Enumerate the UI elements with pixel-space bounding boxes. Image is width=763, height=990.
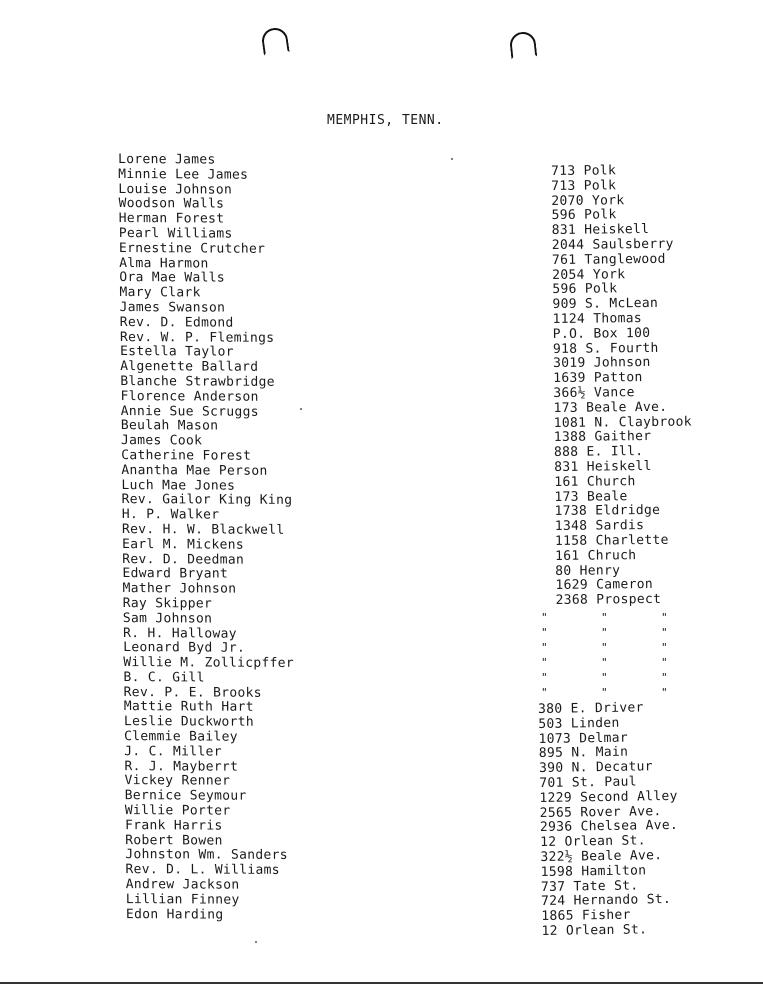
address-entry: 1158 Charlette bbox=[554, 532, 669, 549]
name-entry: Andrew Jackson bbox=[125, 877, 240, 893]
ditto-mark: " bbox=[661, 641, 668, 654]
speck bbox=[451, 158, 453, 160]
name-entry: Clemmie Bailey bbox=[124, 729, 238, 745]
ditto-row bbox=[541, 670, 721, 685]
name-entry: Rev. W. P. Flemings bbox=[119, 329, 275, 346]
ditto-row bbox=[541, 640, 721, 655]
ditto-mark: " bbox=[661, 626, 668, 639]
address-entry: 380 E. Driver bbox=[537, 700, 644, 717]
name-entry: R. J. Mayberrt bbox=[124, 758, 239, 775]
ditto-mark: " bbox=[661, 686, 668, 699]
address-entry: 161 Church bbox=[554, 473, 636, 490]
address-entry: 831 Heiskell bbox=[551, 222, 650, 239]
address-entry: 713 Polk bbox=[551, 178, 617, 194]
name-entry: Ora Mae Walls bbox=[119, 270, 226, 286]
name-entry: Leonard Byd Jr. bbox=[123, 640, 246, 656]
ditto-mark: " bbox=[601, 656, 608, 669]
address-entry: 1388 Gaither bbox=[553, 429, 652, 446]
name-entry: Estella Taylor bbox=[120, 344, 234, 360]
ditto-mark: " bbox=[541, 626, 548, 639]
ditto-mark: " bbox=[541, 641, 548, 654]
address-entry: 1348 Sardis bbox=[554, 518, 645, 535]
names-column bbox=[118, 153, 297, 923]
name-entry: Blanche Strawbridge bbox=[120, 373, 275, 390]
name-entry: Vickey Renner bbox=[124, 773, 231, 790]
ditto-mark: " bbox=[601, 641, 608, 654]
address-entry: 1598 Hamilton bbox=[540, 863, 647, 880]
speck bbox=[300, 408, 302, 410]
speck bbox=[255, 941, 257, 943]
address-entry: 909 S. McLean bbox=[552, 296, 659, 313]
name-entry: Johnston Wm. Sanders bbox=[125, 847, 288, 864]
name-entry: Rev. Gailor King King bbox=[121, 492, 293, 509]
ditto-mark: " bbox=[661, 611, 668, 624]
name-entry: Ernestine Crutcher bbox=[118, 240, 266, 257]
address-entry: 1124 Thomas bbox=[552, 311, 643, 327]
name-entry: Edon Harding bbox=[125, 906, 224, 923]
name-entry: Lorene James bbox=[117, 151, 216, 168]
ditto-mark: " bbox=[661, 656, 668, 669]
ditto-mark: " bbox=[601, 626, 608, 639]
address-entry: 2054 York bbox=[552, 266, 626, 283]
addresses-column-top bbox=[551, 164, 694, 609]
ditto-mark: " bbox=[601, 671, 608, 684]
name-entry: Minnie Lee James bbox=[118, 166, 249, 183]
address-entry: 173 Beale Ave. bbox=[553, 399, 668, 416]
name-entry: Catherine Forest bbox=[121, 447, 252, 464]
name-entry: Luch Mae Jones bbox=[121, 477, 236, 494]
address-entry: 918 S. Fourth bbox=[552, 340, 659, 357]
ditto-mark: " bbox=[541, 656, 548, 669]
name-entry: Louise Johnson bbox=[118, 181, 233, 198]
name-entry: Ray Skipper bbox=[122, 595, 213, 612]
ditto-marks bbox=[541, 610, 721, 700]
address-entry: 761 Tanglewood bbox=[551, 251, 666, 268]
address-entry: 3019 Johnson bbox=[553, 355, 651, 372]
address-entry: 1081 N. Claybrook bbox=[553, 414, 692, 431]
address-entry: 1073 Delmar bbox=[538, 730, 629, 747]
address-entry: P.O. Box 100 bbox=[552, 325, 651, 342]
address-entry: 724 Hernando St. bbox=[541, 892, 672, 910]
address-entry: 503 Linden bbox=[538, 715, 620, 732]
name-entry: Algenette Ballard bbox=[120, 359, 259, 375]
address-entry: 390 N. Decatur bbox=[538, 759, 653, 777]
name-entry: Herman Forest bbox=[118, 211, 225, 227]
name-entry: Sam Johnson bbox=[122, 610, 213, 627]
address-entry: 596 Polk bbox=[552, 281, 618, 298]
name-entry: Alma Harmon bbox=[119, 255, 209, 272]
name-entry: Robert Bowen bbox=[125, 832, 223, 849]
ditto-row bbox=[541, 655, 721, 670]
address-entry: 366½ Vance bbox=[553, 385, 635, 401]
name-entry: Lillian Finney bbox=[125, 891, 240, 908]
page-title: MEMPHIS, TENN. bbox=[327, 113, 444, 128]
address-entry: 2368 Prospect bbox=[555, 591, 662, 609]
address-entry: 12 Orlean St. bbox=[541, 922, 648, 939]
ditto-mark: " bbox=[661, 671, 668, 684]
address-entry: 322½ Beale Ave. bbox=[540, 848, 663, 865]
address-entry: 701 St. Paul bbox=[539, 774, 637, 791]
name-entry: Edward Bryant bbox=[122, 566, 229, 582]
name-entry: Mattie Ruth Hart bbox=[123, 699, 254, 716]
name-entry: Leslie Duckworth bbox=[123, 714, 255, 731]
page-edge-line bbox=[0, 982, 763, 984]
name-entry: R. H. Halloway bbox=[122, 625, 237, 642]
address-entry: 1865 Fisher bbox=[541, 907, 631, 925]
ditto-row bbox=[541, 625, 721, 640]
ditto-row bbox=[541, 685, 721, 700]
name-entry: Woodson Walls bbox=[118, 196, 225, 212]
ditto-mark: " bbox=[601, 611, 608, 624]
address-entry: 713 Polk bbox=[550, 163, 617, 179]
name-entry: Bernice Seymour bbox=[124, 788, 247, 804]
address-entry: 1229 Second Alley bbox=[539, 788, 678, 806]
name-entry: James Swanson bbox=[119, 299, 226, 316]
name-entry: J. C. Miller bbox=[124, 743, 222, 760]
ditto-mark: " bbox=[541, 611, 548, 624]
name-entry: Willie M. Zollicpffer bbox=[123, 655, 295, 672]
ditto-mark: " bbox=[541, 686, 548, 699]
name-entry: Annie Sue Scruggs bbox=[120, 403, 259, 420]
address-entry: 12 Orlean St. bbox=[540, 833, 646, 851]
name-entry: James Cook bbox=[120, 433, 203, 449]
name-entry: Mather Johnson bbox=[122, 581, 237, 597]
name-entry: Anantha Mae Person bbox=[121, 462, 268, 479]
name-entry: Rev. D. Deedman bbox=[122, 551, 245, 568]
name-entry: Mary Clark bbox=[119, 285, 201, 301]
ditto-mark: " bbox=[601, 686, 608, 699]
name-entry: Pearl Williams bbox=[118, 225, 233, 242]
address-entry: 831 Heiskell bbox=[554, 458, 652, 475]
address-entry: 596 Polk bbox=[551, 207, 617, 224]
address-entry: 1629 Cameron bbox=[555, 577, 654, 594]
punch-hole-mark bbox=[509, 31, 538, 60]
address-entry: 2044 Saulsberry bbox=[551, 236, 674, 253]
name-entry: Earl M. Mickens bbox=[122, 536, 245, 553]
address-entry: 173 Beale bbox=[554, 488, 628, 505]
address-entry: 2070 York bbox=[551, 192, 625, 209]
ditto-mark: " bbox=[541, 671, 548, 684]
addresses-column-bottom bbox=[538, 701, 680, 940]
address-entry: 161 Chruch bbox=[555, 547, 637, 564]
name-entry: Rev. D. L. Williams bbox=[125, 862, 280, 879]
name-entry: Florence Anderson bbox=[120, 388, 259, 405]
address-entry: 1738 Eldridge bbox=[554, 503, 661, 520]
name-entry: Frank Harris bbox=[124, 817, 223, 834]
name-entry: Willie Porter bbox=[124, 803, 231, 819]
address-entry: 895 N. Main bbox=[538, 744, 629, 762]
address-entry: 888 E. Ill. bbox=[553, 444, 644, 461]
address-entry: 737 Tate St. bbox=[540, 878, 639, 895]
name-entry: Beulah Mason bbox=[120, 418, 219, 434]
address-entry: 80 Henry bbox=[555, 562, 621, 579]
address-entry: 2936 Chelsea Ave. bbox=[539, 818, 679, 836]
name-entry: Rev. H. W. Blackwell bbox=[121, 521, 285, 538]
name-entry: Rev. D. Edmond bbox=[119, 314, 234, 331]
name-entry: H. P. Walker bbox=[121, 507, 220, 523]
address-entry: 2565 Rover Ave. bbox=[539, 803, 662, 821]
name-entry: B. C. Gill bbox=[123, 669, 205, 686]
punch-hole-mark bbox=[260, 26, 289, 55]
address-entry: 1639 Patton bbox=[553, 370, 643, 387]
ditto-row bbox=[541, 610, 721, 625]
name-entry: Rev. P. E. Brooks bbox=[123, 684, 262, 701]
